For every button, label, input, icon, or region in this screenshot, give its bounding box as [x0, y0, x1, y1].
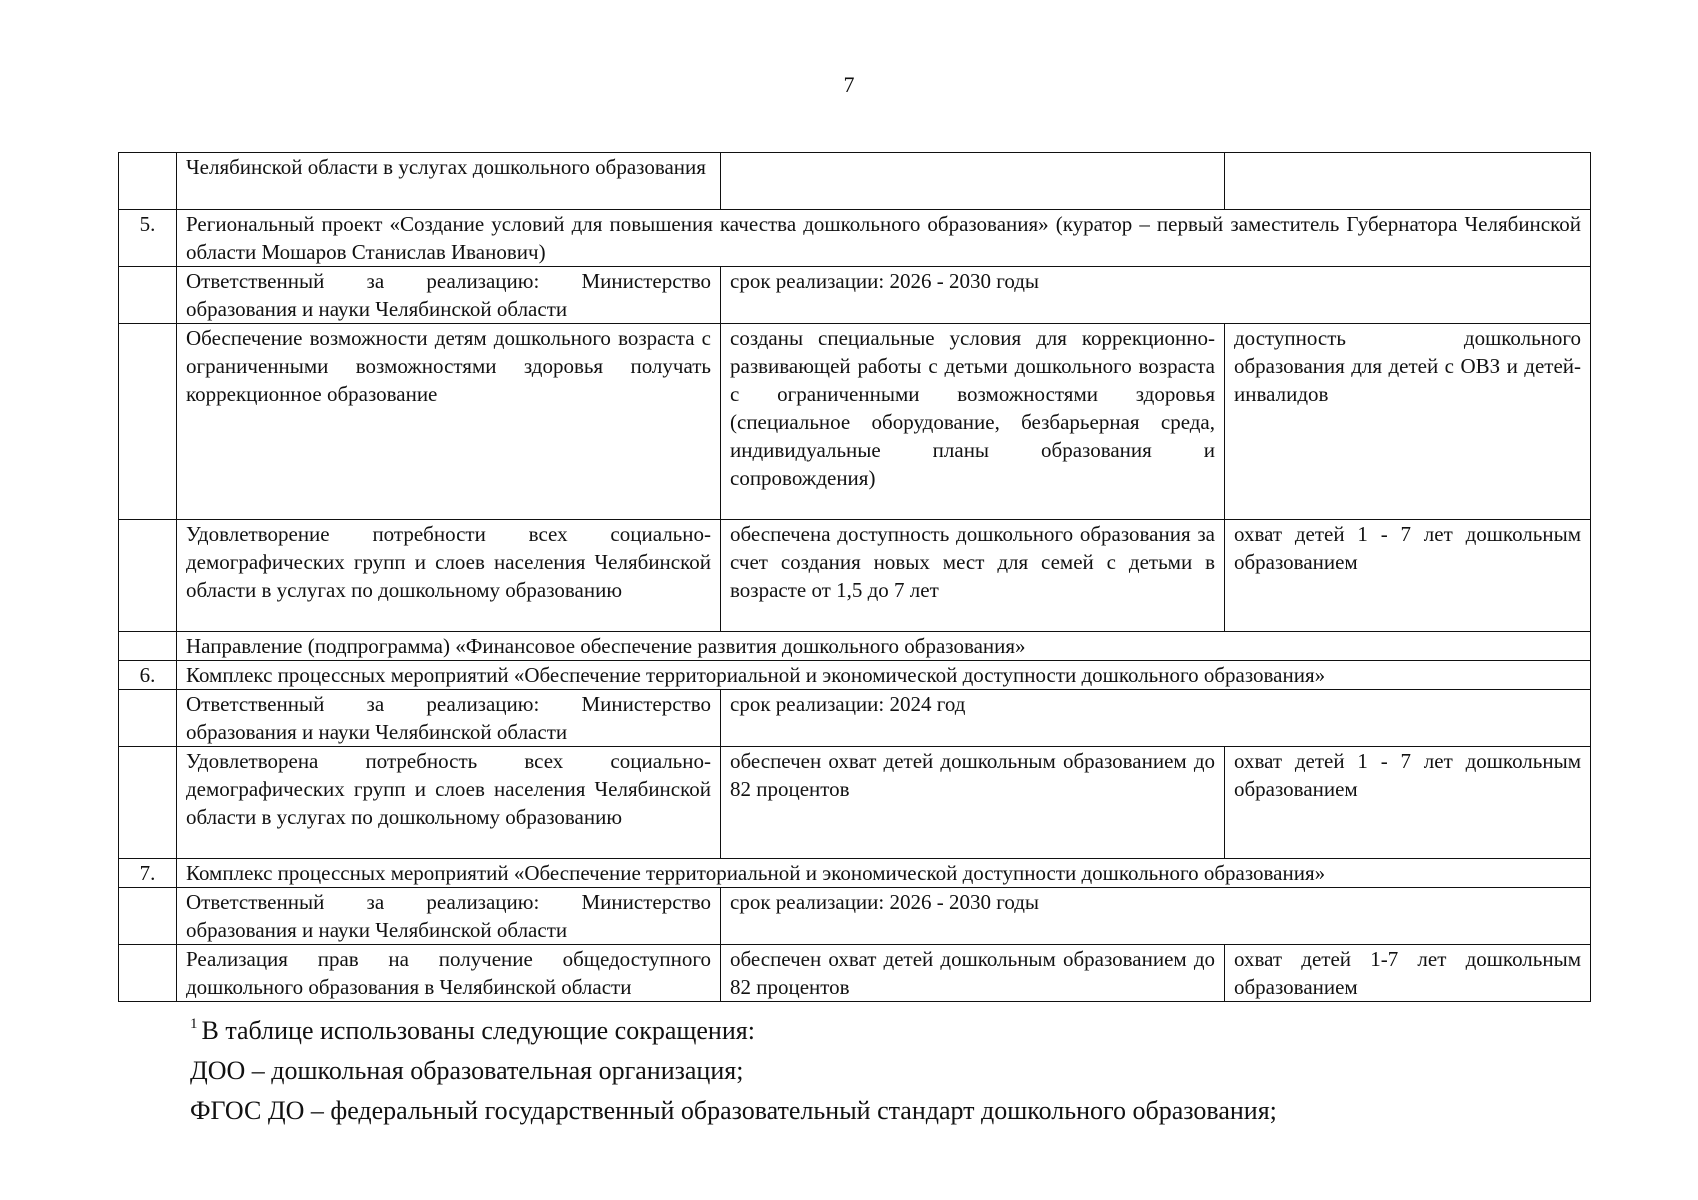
row-number-cell — [119, 747, 177, 859]
section-title-cell: Комплекс процессных мероприятий «Обеспечение территориальной и экономической доступности дошкольного образования» — [177, 859, 1591, 888]
row-number-cell — [119, 324, 177, 520]
result-cell: обеспечен охват детей дошкольным образованием до 82 процентов — [721, 945, 1225, 1002]
section-title-cell: Региональный проект «Создание условий для повышения качества дошкольного образования» (куратор – первый заместитель Губернатора Челябинской области Мошаров Станислав Иванович) — [177, 210, 1591, 267]
footnote-marker: 1 — [190, 1016, 198, 1032]
task-cell: Челябинской области в услугах дошкольного образования — [177, 153, 721, 210]
period-cell: срок реализации: 2026 - 2030 годы — [721, 888, 1591, 945]
indicator-cell — [1225, 153, 1591, 210]
row-number-cell: 5. — [119, 210, 177, 267]
table-row — [119, 747, 1591, 859]
section-row — [119, 210, 1591, 267]
indicator-cell: охват детей 1 - 7 лет дошкольным образованием — [1225, 747, 1591, 859]
row-number-cell — [119, 520, 177, 632]
section-row — [119, 859, 1591, 888]
indicator-cell: доступность дошкольного образования для детей с ОВЗ и детей-инвалидов — [1225, 324, 1591, 520]
table-row — [119, 324, 1591, 520]
task-cell: Реализация прав на получение общедоступного дошкольного образования в Челябинской области — [177, 945, 721, 1002]
table-row — [119, 267, 1591, 324]
section-row — [119, 632, 1591, 661]
footnote-text: В таблице использованы следующие сокращения: — [201, 1016, 755, 1045]
row-number-cell — [119, 153, 177, 210]
table-row — [119, 945, 1591, 1002]
table-row — [119, 520, 1591, 632]
row-number-cell — [119, 888, 177, 945]
row-number-cell: 7. — [119, 859, 177, 888]
task-cell: Обеспечение возможности детям дошкольного возраста с ограниченными возможностями здоровья получать коррекционное образование — [177, 324, 721, 520]
row-number-cell — [119, 690, 177, 747]
task-cell: Удовлетворение потребности всех социально-демографических групп и слоев населения Челябинской области в услугах по дошкольному образованию — [177, 520, 721, 632]
abbreviation-line: ДОО – дошкольная образовательная организация; — [190, 1056, 744, 1085]
responsible-cell: Ответственный за реализацию: Министерство образования и науки Челябинской области — [177, 690, 721, 747]
page-number: 7 — [843, 72, 855, 97]
row-number-cell — [119, 632, 177, 661]
responsible-cell: Ответственный за реализацию: Министерство образования и науки Челябинской области — [177, 888, 721, 945]
footnote — [190, 1004, 1277, 1131]
results-table — [118, 152, 1591, 1002]
section-row — [119, 661, 1591, 690]
result-cell — [721, 153, 1225, 210]
period-cell: срок реализации: 2024 год — [721, 690, 1591, 747]
footnote-line — [190, 1004, 1277, 1051]
section-title-cell: Направление (подпрограмма) «Финансовое обеспечение развития дошкольного образования» — [177, 632, 1591, 661]
responsible-cell: Ответственный за реализацию: Министерство образования и науки Челябинской области — [177, 267, 721, 324]
result-cell: созданы специальные условия для коррекционно-развивающей работы с детьми дошкольного возраста с ограниченными возможностями здоровья (специальное оборудование, безбарьерная среда, индивидуальные планы образования и сопровождения) — [721, 324, 1225, 520]
table-row — [119, 153, 1591, 210]
abbreviation-line: ФГОС ДО – федеральный государственный образовательный стандарт дошкольного образования; — [190, 1096, 1277, 1125]
indicator-cell: охват детей 1-7 лет дошкольным образованием — [1225, 945, 1591, 1002]
row-number-cell: 6. — [119, 661, 177, 690]
result-cell: обеспечена доступность дошкольного образования за счет создания новых мест для семей с детьми в возрасте от 1,5 до 7 лет — [721, 520, 1225, 632]
period-cell: срок реализации: 2026 - 2030 годы — [721, 267, 1591, 324]
row-number-cell — [119, 945, 177, 1002]
section-title-cell: Комплекс процессных мероприятий «Обеспечение территориальной и экономической доступности дошкольного образования» — [177, 661, 1591, 690]
indicator-cell: охват детей 1 - 7 лет дошкольным образованием — [1225, 520, 1591, 632]
table-row — [119, 690, 1591, 747]
task-cell: Удовлетворена потребность всех социально-демографических групп и слоев населения Челябинской области в услугах по дошкольному образованию — [177, 747, 721, 859]
row-number-cell — [119, 267, 177, 324]
result-cell: обеспечен охват детей дошкольным образованием до 82 процентов — [721, 747, 1225, 859]
table-row — [119, 888, 1591, 945]
